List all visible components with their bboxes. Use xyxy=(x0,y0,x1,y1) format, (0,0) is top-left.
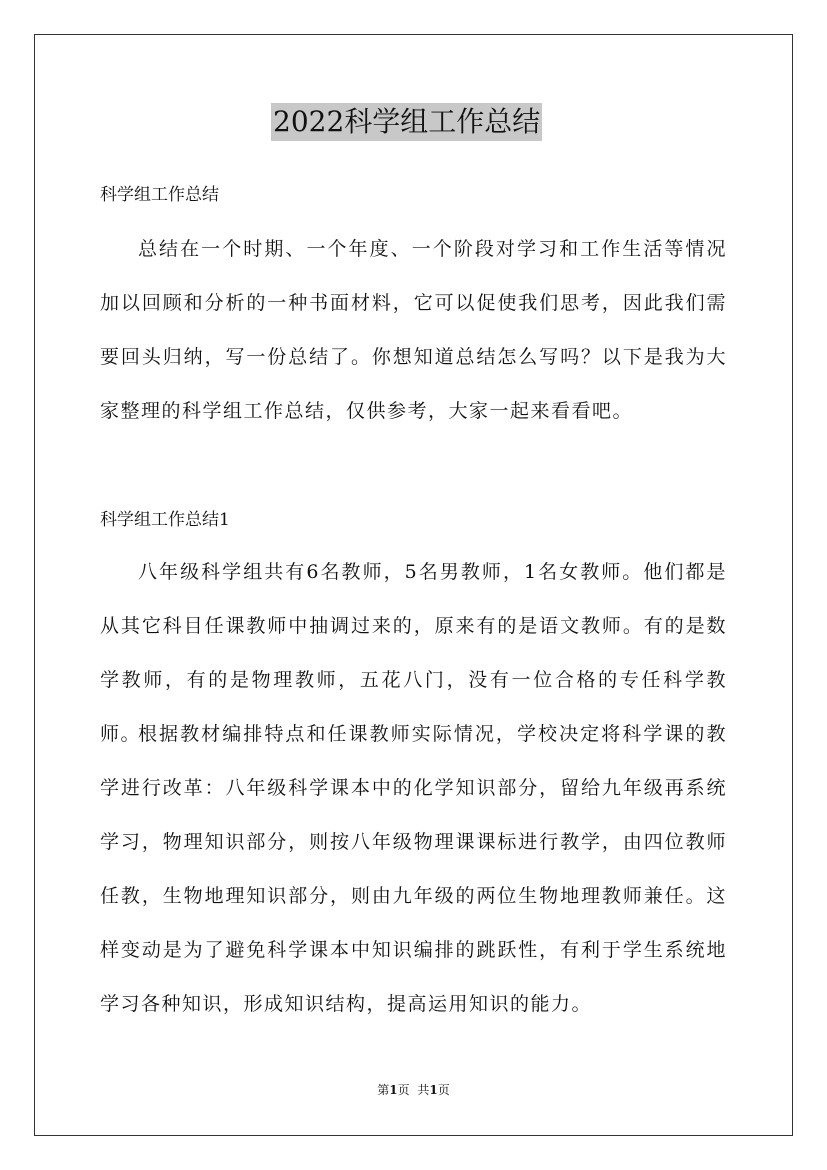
footer-page-suffix: 页 xyxy=(397,1083,410,1097)
page-footer xyxy=(0,1082,827,1098)
intro-paragraph: 总结在一个时期、一个年度、一个阶段对学习和工作生活等情况加以回顾和分析的一种书面材料，它可以促使我们思考，因此我们需要回头归纳，写一份总结了。你想知道总结怎么写吗？以下是我为大家整理的科学组工作总结，仅供参考，大家一起来看看吧。 xyxy=(100,238,727,422)
footer-page-prefix: 第 xyxy=(377,1083,390,1097)
footer-total-suffix: 页 xyxy=(437,1083,450,1097)
footer-total-prefix: 共 xyxy=(417,1083,430,1097)
section1-paragraph-2: 根据教材编排特点和任课教师实际情况，学校决定将科学课的教学进行改革：八年级科学课本中的化学知识部分，留给九年级再系统学习，物理知识部分，则按八年级物理课课标进行教学，由四位教师任教，生物地理知识部分，则由九年级的两位生物地理教师兼任。这样变动是为了避免科学课本中知识编排的跳跃性，有利于学生系统地学习各种知识，形成知识结构，提高运用知识的能力。 xyxy=(100,723,727,1015)
footer-page-number: 1 xyxy=(389,1083,398,1097)
section1-heading: 科学组工作总结1 xyxy=(100,510,230,530)
section1-paragraph-1: 八年级科学组共有6名教师，5名男教师，1名女教师。他们都是从其它科目任课教师中抽调过来的，原来有的是语文教师。有的是数学教师，有的是物理教师，五花八门，没有一位合格的专任科学教师。 xyxy=(100,561,727,745)
intro-heading: 科学组工作总结 xyxy=(100,185,219,205)
footer-total-number: 1 xyxy=(429,1083,438,1097)
document-title: 2022科学组工作总结 xyxy=(271,103,542,141)
